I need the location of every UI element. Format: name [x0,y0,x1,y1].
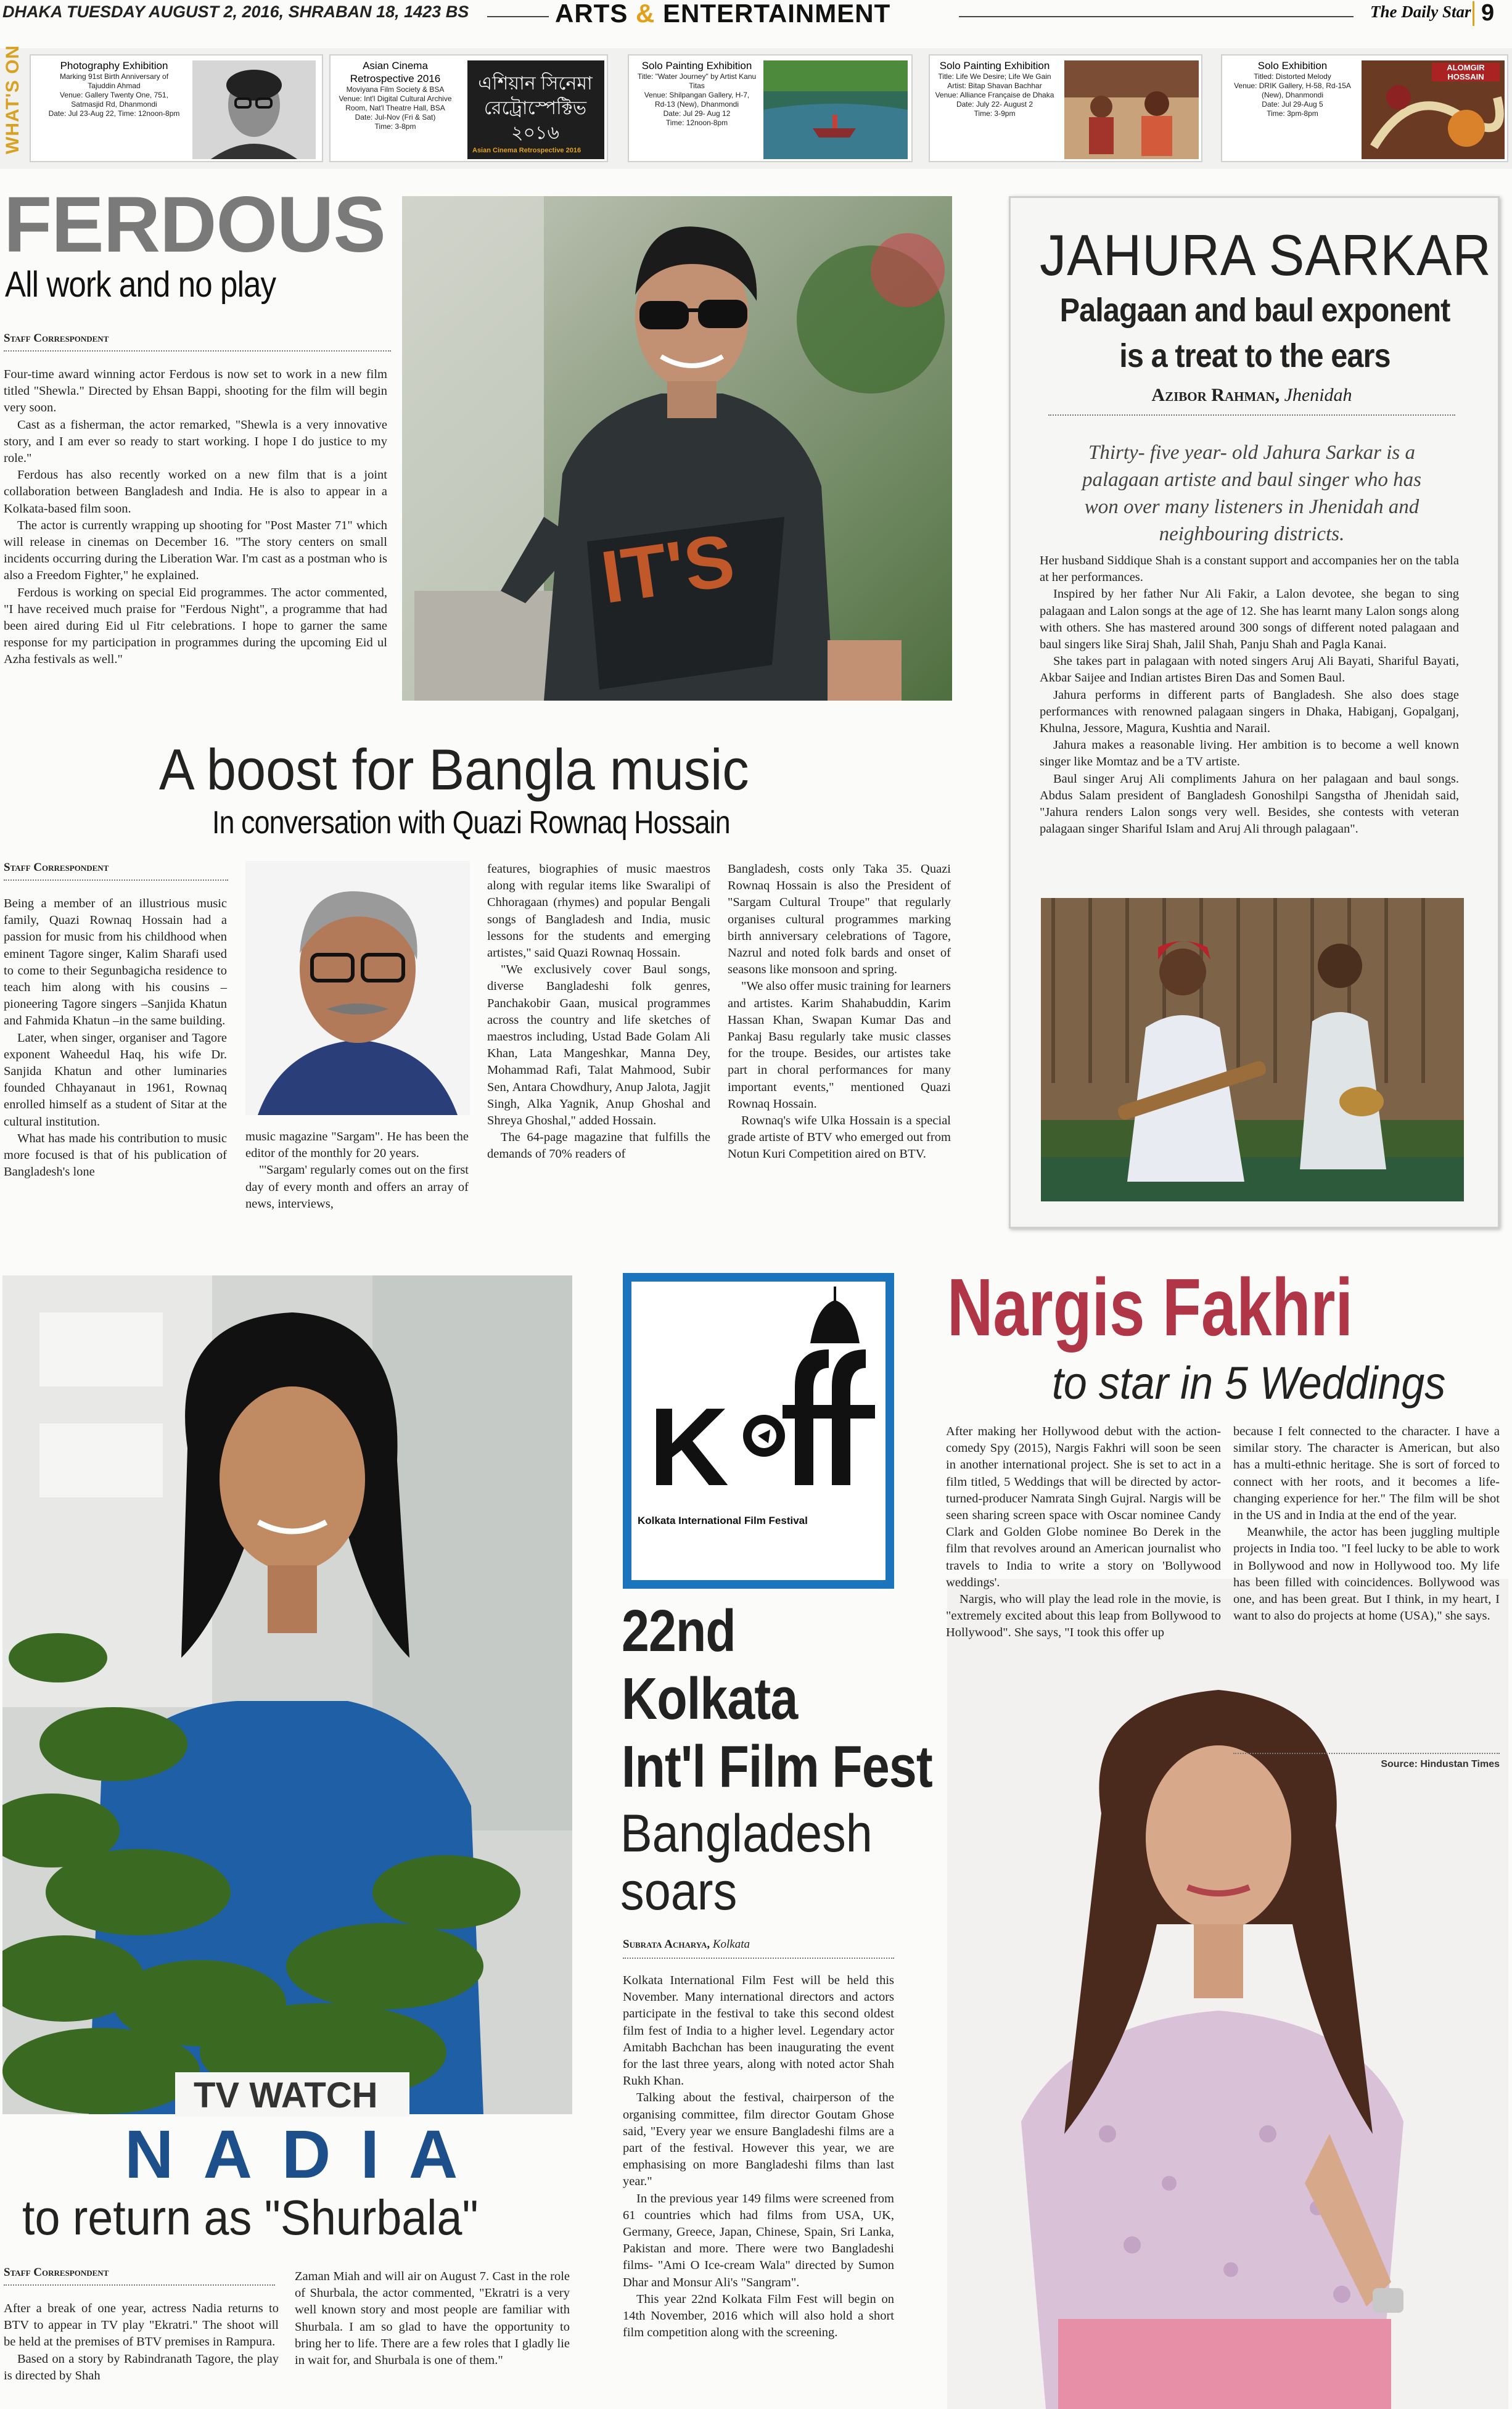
poster-artist-name: ALOMGIR HOSSAIN [1432,63,1500,81]
event-painting-figures [1064,60,1199,159]
jahura-byline: Azibor Rahman, Jhenidah [1048,385,1455,416]
ferdous-photo [402,196,952,701]
event-info: Solo Painting Exhibition Title: "Water Journey" by Artist Kanu Titas Venue: Shilpangan Gallery, H-7, Rd-13 (New), Dhanmondi Date: Jul 29- Aug 12 Time: 12noon-8pm [637,60,757,127]
kiff-logo-text: Kolkata International Film Festival [638,1515,808,1526]
whats-on-card-3[interactable] [628,54,913,162]
nadia-headline: NADIA [125,2117,488,2193]
whats-on-card-1[interactable] [30,54,323,162]
poster-caption: Asian Cinema Retrospective 2016 [472,147,581,154]
jahura-subhead: Palagaan and baul exponent is a treat to the ears [1059,292,1450,374]
nargis-source: Source: Hindustan Times [1233,1753,1500,1770]
boost-col-4: Bangladesh, costs only Taka 35. Quazi Rownaq Hossain is also the President of "Sargam Cultural Troupe" that regularly organises cultural programmes marking birth anniversary celebrations of Tagore, Nazrul and noted folk bards and onset of seasons like monsoon and spring. "We also offer music training for learners and artistes. Karim Shahabuddin, Karim Hassan Khan, Swapan Kumar Das and Pankaj Basu regularly take music classes for the troupe. Besides, our artistes take part in choral performances for many important events," mentioned Quazi Rownaq Hossain. Rownaq's wife Ulka Hossain is a special grade artiste of BTV who emerged out from Notun Kuri Competition aired on BTV. [728,862,951,1161]
ampersand: & [636,0,655,28]
boost-col-2: music magazine "Sargam". He has been the editor of the monthly for 20 years. "'Sargam' regularly comes out on the first day of every month and offers an array of news, interviews, [245,1130,469,1211]
boost-subhead: In conversation with Quazi Rownaq Hossain [212,805,730,841]
shirt-print: IT'S [596,519,739,619]
ferdous-subhead: All work and no play [5,265,276,305]
jahura-body: Her husband Siddique Shah is a constant support and accompanies her on the tabla at her performances. Inspired by her father Nur Ali Fakir, a Lalon devotee, she began to sing palagaan and Lalon songs at the age of 12. She has learnt many Lalon songs along with others. She has mastered around 300 songs of different noted palagaan and baul singers like Siraj Shah, Jalil Shah, Panju Shah and Pagla Kanai. She takes part in palagaan with noted singers Aruj Ali Bayati, Shariful Bayati, Akbar Saijee and Indian artistes Biren Das and Somen Baul. Jahura performs in different parts of Bangladesh. She also does stage performances with renowned palagaan singers in Dhaka, Habiganj, Gopalganj, Khulna, Jessore, Magura, Kushtia and Narail. Jahura makes a reasonable living. Her ambition is to become a well known singer like Momtaz and be a TV artiste. Baul singer Aruj Ali compliments Jahura on her palagaan and baul songs. Abdus Salam president of Bangladesh Gonoshilpi Sangstha of Jhenidah said, "Jahura renders Lalon songs very well. Besides, she contests with veteran palagaan singer Shariful Islam and Aruj Ali through palagaan". [1040,554,1459,836]
nadia-kicker: TV WATCH [194,2075,378,2115]
dateline: DHAKA TUESDAY AUGUST 2, 2016, SHRABAN 18, 1423 BS [2,2,469,21]
event-info: Asian Cinema Retrospective 2016 Moviyana Film Society & BSA Venue: Int'l Digital Cultural Archive Room, Nat'l Theatre Hall, BSA Date: Jul-Nov (Fri & Sat) Time: 3-8pm [339,60,452,131]
ferdous-headline: FERDOUS [4,181,385,269]
nargis-col-1: After making her Hollywood debut with the action-comedy Spy (2015), Nargis Fakhri will soon be seen in another international project. She is set to act in a film titled, 5 Weddings that will be directed by actor-turned-producer Namrata Singh Gujral. Nargis will be seen sharing screen space with Oscar nominee Candy Clark and Golden Globe nominee Bo Derek in the film that revolves around an American journalist who travels to India to write a story on 'Bollywood weddings'. Nargis, who will play the lead role in the movie, is "extremely excited about this leap from Bollywood to Hollywood". She says, "I took this offer up [946,1425,1221,1640]
event-info: Photography Exhibition Marking 91st Birth Anniversary of Tajuddin Ahmad Venue: Gallery Twenty One, 751, Satmasjid Rd, Dhanmondi Date: Jul 23-Aug 22, Time: 12noon-8pm [48,60,180,118]
event-info: Solo Painting Exhibition Title: Life We Desire; Life We Gain Artist: Bitap Shavan Bachhar Venue: Alliance Française de Dhaka Date: July 22- August 2 Time: 3-9pm [935,60,1054,118]
paper-nameplate: The Daily Star [1370,2,1471,21]
kiff-byline: Subrata Acharya, Kolkata [623,1938,894,1959]
quazi-rownaq-photo [245,861,470,1115]
jahura-standfirst: Thirty- five year- old Jahura Sarkar is a palagaan artiste and baul singer who has won over many listeners in Jhenidah and neighbouring districts. [1082,442,1422,545]
nargis-col-2: because I felt connected to the character. I have a similar story. The character is American, but also has a multi-ethnic heritage. She is sort of forced to connect with her roots, and it becomes a life-changing experience for her." The film will be shot in the US and in India at the end of the year. Meanwhile, the actor has been juggling multiple projects in India too. "I feel lucky to be able to work in Bollywood and now in Hollywood too. My life has been filled with coincidences. Bollywood was one, and has been great. But I think, in my heart, I want to also do projects at home (USA)," she says. [1233,1425,1500,1623]
masthead-rule-left [487,16,549,17]
page-number: 9 [1481,0,1495,26]
nargis-headline: Nargis Fakhri [947,1262,1354,1353]
event-poster [467,60,604,159]
nadia-photo [2,1275,572,2114]
nadia-subhead: to return as "Shurbala" [22,2190,479,2245]
event-painting-abstract [1362,60,1505,159]
poster-bangla-title: এশিয়ান সিনেমা রেট্রোস্পেক্টিভ ২০১৬ [478,73,593,143]
nadia-col-2: Zaman Miah and will air on August 7. Cast in the role of Shurbala, the actor commented, "Ekratri is a very well known story and most people are familiar with Shurbala. I am so glad to have the opportunity to bring her to life. There are a few roles that I gladly lie in wait for, and Shurbala is one of them." [295,2270,570,2368]
whats-on-label: WHAT'S ON [2,44,23,154]
nadia-byline: Staff Correspondent [4,2266,275,2286]
nargis-photo [947,1579,1508,2409]
ferdous-byline: Staff Correspondent [4,332,391,352]
section-title: ARTS & ENTERTAINMENT [555,0,891,28]
boost-col-3: features, biographies of music maestros along with regular items like Swaralipi of Chhoragaan (rhymes) and popular Bengali songs of Bangladesh and India, music lessons for the students and emerging artistes," said Quazi Rownaq Hossain. "We exclusively cover Baul songs, diverse Bangladeshi folk genres, Panchakobir Gaan, musical programmes across the country and life sketches of maestros including, Ustad Bade Golam Ali Khan, Lata Mangeshkar, Manna Dey, Mohammad Rafi, Talat Mahmood, Subir Sen, Antara Chowdhury, Anup Jalota, Jagjit Singh, Alka Yagnik, Anup Ghoshal and Shreya Ghoshal," added Hossain. The 64-page magazine that fulfills the demands of 70% readers of [487,862,710,1161]
kiff-logo-icon [631,1282,885,1522]
kiff-body: Kolkata International Film Fest will be held this November. Many international directors and actors participate in the festival to take this second oldest film fest of India to a higher level. Legendary actor Amitabh Bachchan has been inaugurating the event for the last three years, along with noted actor Shah Rukh Khan. Talking about the festival, chairperson of the organising committee, film director Goutam Ghose said, "Every year we ensure Bangladeshi films are a part of the festival. However this year, we are emphasising on more Bangladeshi films than last year." In the previous year 149 films were screened from 61 countries which had films from USA, UK, Germany, Greece, Japan, Chinese, Spain, Sri Lanka, Pakistan and more. There were two Bangladeshi films- "Ami O Ice-cream Wala" directed by Sumon Dhar and Monsur Ali's "Sangram". This year 22nd Kolkata Film Fest will begin on 14th November, 2016 which will also hold a short film competition along with the screening. [623,1974,894,2340]
jahura-photo [1041,898,1464,1201]
whats-on-card-5[interactable] [1221,54,1508,162]
nargis-subhead: to star in 5 Weddings [1052,1357,1446,1409]
kiff-subhead: Bangladesh soars [620,1804,873,1921]
jahura-headline: JAHURA SARKAR [1040,223,1492,287]
kiff-logo-box [623,1273,894,1589]
masthead-rule-right [959,16,1354,17]
nadia-col-1: After a break of one year, actress Nadia returns to BTV to appear in TV play "Ekratri." The shoot will be held at the premises of BTV premises in Rampura. Based on a story by Rabindranath Tagore, the play is directed by Shah [4,2302,279,2382]
ferdous-body: Four-time award winning actor Ferdous is now set to work in a new film titled "Shewla." Directed by Ehsan Bappi, shooting for the film will begin very soon. Cast as a fisherman, the actor remarked, "Shewla is a very innovative story, and I am ever so ready to start working. I hope I do justice to my role." Ferdous has also recently worked on a new film that is a joint collaboration between Bangladesh and India. He is also to appear in a Kolkata-based film soon. The actor is currently wrapping up shooting for "Post Master 71" which will release in cinemas on December 16. "The story centers on small incidents occurring during the Liberation War. I'm cast as a postman who is also a Freedom Fighter," he explained. Ferdous is working on special Eid programmes. The actor commented, "I have received much praise for "Ferdous Night", a programme that had been aired during Eid ul Fitr celebrations. I hope to garner the same response for my participation in programmes during the upcoming Eid ul Azha festivals as well." [4,368,387,667]
svg-text:K: K [649,1385,729,1509]
boost-byline: Staff Correspondent [4,861,228,881]
event-info: Solo Exhibition Titled: Distorted Melody Venue: DRIK Gallery, H-58, Rd-15A (New), Dhanmondi Date: Jul 29-Aug 5 Time: 3pm-8pm [1234,60,1351,118]
boost-col-1: Being a member of an illustrious music family, Quazi Rownaq Hossain had a passion for music from his childhood when eminent Tagore singer, Kalim Sharafi used to come to their Segunbagicha residence to teach him along with his cousins –pioneering Tagore singers –Sanjida Khatun and Fahmida Khatun –in the same building. Later, when singer, organiser and Tagore exponent Waheedul Haq, his wife Dr. Sanjida Khatun and other luminaries founded Chhayanaut in 1961, Rownaq enrolled himself as a student of Sitar at the cultural institution. What has made his contribution to music more focused is that of his publication of Bangladesh's lone [4,897,227,1179]
event-photo-portrait [192,60,316,159]
boost-headline: A boost for Bangla music [159,737,749,802]
event-painting-boat [763,60,908,159]
whats-on-card-2[interactable] [329,54,608,162]
masthead-divider [1473,1,1474,26]
kiff-headline: 22nd Kolkata Int'l Film Fest [622,1598,932,1800]
whats-on-card-4[interactable] [929,54,1202,162]
